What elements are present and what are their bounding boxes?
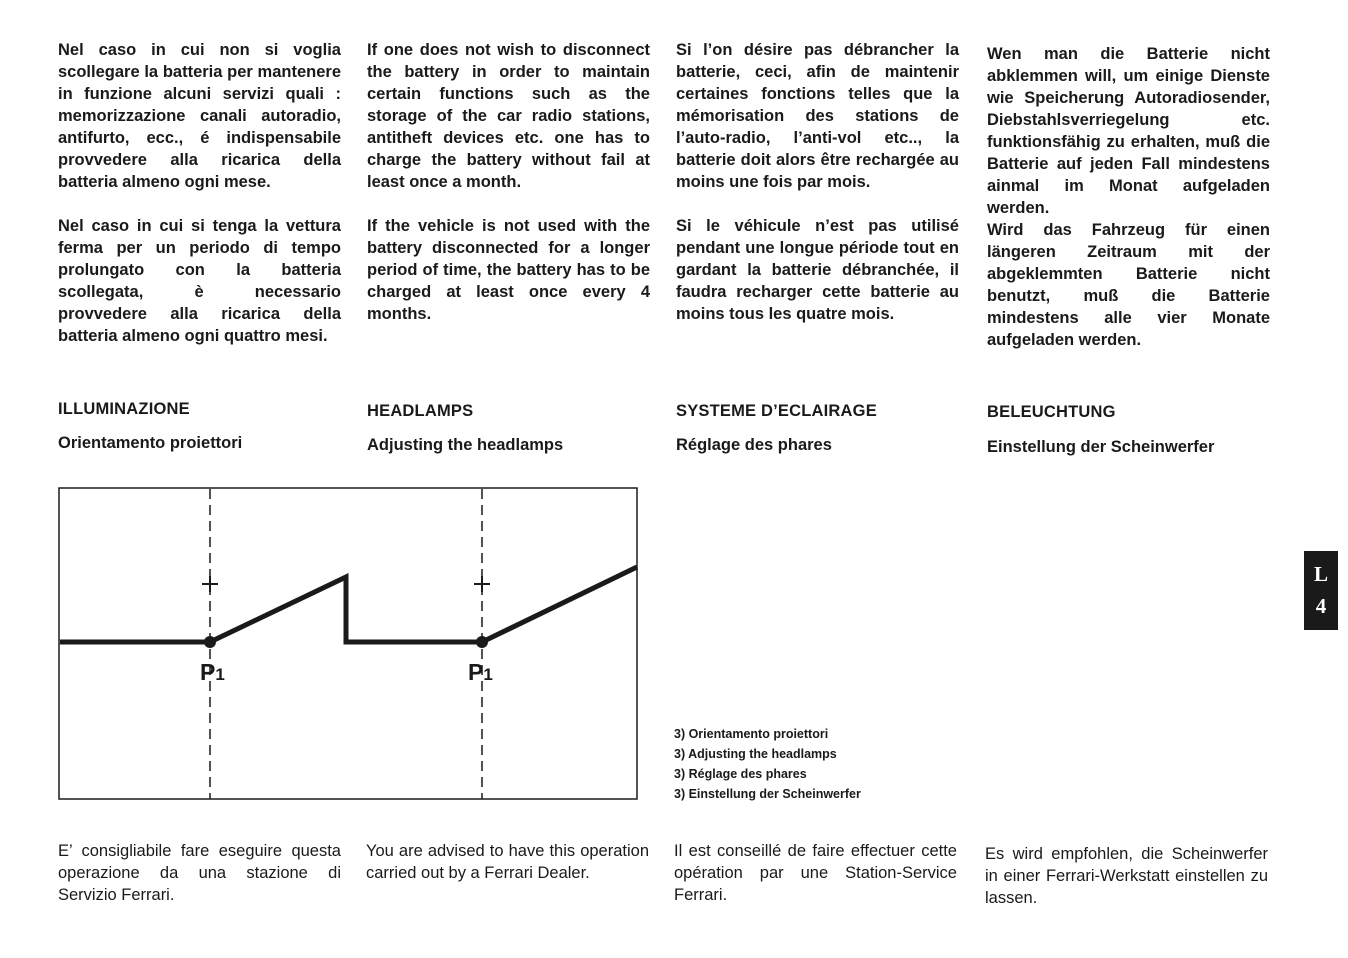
headlamp-aiming-diagram (58, 487, 639, 802)
caption-it: 3) Orientamento proiettori (674, 727, 829, 741)
beam-cutoff-line (60, 567, 637, 642)
section-heading-de: BELEUCHTUNG (987, 403, 1116, 421)
intro-it-paragraph-1: Nel caso in cui non si voglia scollegare la batteria per mantenere in funzione alcuni servizi quali : memorizzazione canali autoradio, antifurto, ecc., é indispensabile provvedere alla ricarica della batteria almeno ogni mese. (58, 41, 341, 191)
caption-de: 3) Einstellung der Scheinwerfer (674, 787, 861, 801)
intro-column-fr (676, 39, 959, 325)
advice-fr: Il est conseillé de faire effectuer cette opération par une Station-Service Ferrari. (674, 842, 957, 904)
section-subheading-fr: Réglage des phares (676, 436, 832, 454)
intro-de-paragraph-2: Wird das Fahrzeug für einen längeren Zeitraum mit der abgeklemmten Batterie nicht benutzt, muß die Batterie mindestens alle vier Monate aufgeladen werden. (987, 221, 1270, 349)
right-point-label: P1 (468, 659, 493, 685)
section-tab-number: 4 (1315, 594, 1327, 618)
section-subheading-de: Einstellung der Scheinwerfer (987, 438, 1215, 456)
caption-fr: 3) Réglage des phares (674, 767, 807, 781)
section-tab (1304, 551, 1338, 630)
intro-en-paragraph-2: If the vehicle is not used with the battery disconnected for a longer period of time, the battery has to be charged at least once every 4 months. (367, 217, 650, 323)
left-point-p1-dot (204, 636, 216, 648)
right-point-p1-dot (476, 636, 488, 648)
section-heading-fr: SYSTEME D’ECLAIRAGE (676, 402, 877, 420)
section-tab-letter: L (1313, 562, 1328, 586)
section-heading-en: HEADLAMPS (367, 402, 474, 420)
intro-fr-paragraph-1: Si l’on désire pas débrancher la batterie, ceci, afin de maintenir certaines fonctions telles que la mémorisation des stations de l’auto-radio, l’anti-vol etc.., la batterie doit alors être rechargée au moins une fois par mois. (676, 41, 959, 191)
intro-it-paragraph-2: Nel caso in cui si tenga la vettura ferma per un periodo di tempo prolungato con la batteria scollegata, è necessario provvedere alla ricarica della batteria almeno ogni quattro mesi. (58, 217, 341, 345)
intro-fr-paragraph-2: Si le véhicule n’est pas utilisé pendant une longue période tout en gardant la batterie débranchée, il faudra recharger cette batterie au moins tous les quatre mois. (676, 217, 959, 323)
right-cross-marker (474, 576, 490, 592)
left-cross-marker (202, 576, 218, 592)
figure-captions (674, 724, 861, 804)
intro-en-paragraph-1: If one does not wish to disconnect the battery in order to maintain certain functions such as the storage of the car radio stations, antitheft devices etc. one has to charge the battery without fail at least once a month. (367, 41, 650, 191)
intro-de-paragraph-1: Wen man die Batterie nicht abklemmen will, um einige Dienste wie Speicherung Autoradiosender, Diebstahlsverriegelung etc. funktionsfähig zu erhalten, muß die Batterie auf jeden Fall mindestens ainmal im Monat aufgeladen werden. (987, 45, 1270, 217)
intro-column-en (367, 39, 650, 325)
intro-column-de (987, 43, 1270, 351)
section-subheading-en: Adjusting the headlamps (367, 436, 564, 454)
intro-column-it (58, 39, 341, 347)
section-heading-it: ILLUMINAZIONE (58, 400, 190, 418)
advice-it: E’ consigliabile fare eseguire questa operazione da una stazione di Servizio Ferrari. (58, 842, 341, 904)
advice-de: Es wird empfohlen, die Scheinwerfer in einer Ferrari-Werkstatt einstellen zu lassen. (985, 845, 1268, 907)
section-subheading-it: Orientamento proiettori (58, 434, 243, 452)
left-point-label: P1 (200, 659, 225, 685)
advice-en: You are advised to have this operation carried out by a Ferrari Dealer. (366, 842, 649, 882)
caption-en: 3) Adjusting the headlamps (674, 747, 837, 761)
